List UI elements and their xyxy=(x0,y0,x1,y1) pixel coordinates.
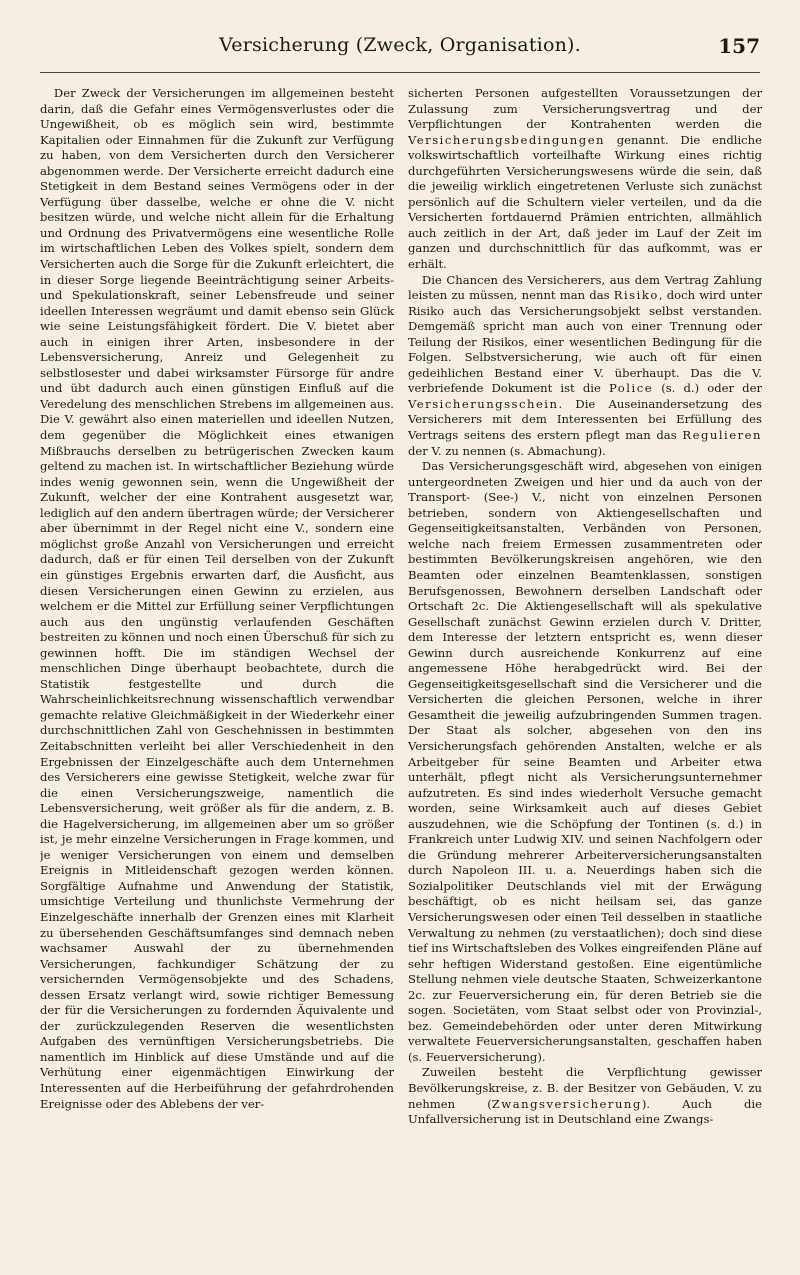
spaced-term: Police xyxy=(608,381,654,396)
paragraph: Das Versicherungsgeschäft wird, abgesehen von einigen untergeordneten Zweigen und hier und da auch von der Transport- (See-) V., nicht von einzelnen Personen betrieben, sondern von Aktiengesellschaften und Gegenseitigkeitsanstalten, Verbänden von Personen, welche nach freiem Ermessen zusammentreten oder bestimmten Bevölkerungskreisen angehören, wie den Beamten oder einzelnen Beamtenklassen, sonstigen Berufsgenossen, Bewohnern derselben Landschaft oder Ortschaft 2c. Die Aktiengesellschaft will als spekulative Gesellschaft zunächst Gewinn erzielen durch V. Dritter, dem Interesse der letztern entspricht es, wenn dieser Gewinn durch ausreichende Konkurrenz auf eine angemessene Höhe herabgedrückt wird. Bei der Gegenseitigkeitsgesellschaft sind die Versicherer und die Versicherten die gleichen Personen, welche in ihrer Gesamtheit die jeweilig aufzubringenden Summen tragen. Der Staat als solcher, abgesehen von den ins Versicherungsfach gehörenden Anstalten, welche er als Arbeitgeber für seine Beamten und Arbeiter etwa unterhält, pflegt nicht als Versicherungsunternehmer aufzutreten. Es sind indes wiederholt Versuche gemacht worden, seine Wirksamkeit auch auf dieses Gebiet auszudehnen, wie die Schöpfung der Tontinen (s. d.) in Frankreich unter Ludwig XIV. und seinen Nachfolgern oder die Gründung mehrerer Arbeiterversicherungsanstalten durch Napoleon III. u. a. Neuerdings haben sich die Sozialpolitiker Deutschlands viel mit der Erwägung beschäftigt, ob es nicht heilsam sei, das ganze Versicherungswesen oder einen Teil desselben in staatliche Verwaltung zu nehmen (zu verstaatlichen); doch sind diese tief ins Wirtschaftsleben des Volkes eingreifenden Pläne auf sehr heftigen Widerstand gestoßen. Eine eigentümliche Stellung nehmen viele deutsche Staaten, Schweizerkantone 2c. zur Feuerversicherung ein, für deren Betrieb sie die sogen. Societäten, vom Staat selbst oder von Provinzial-, bez. Gemeindebehörden oder unter deren Mitwirkung verwaltete Feuerversicherungsanstalten, geschaffen haben (s. Feuerversicherung). xyxy=(408,459,762,1064)
text-run: Zuweilen besteht die Verpflichtung gewisser Bevölkerungskreise, z. B. der Besitzer von Gebäuden, V. zu nehmen ( xyxy=(408,1065,762,1111)
right-column xyxy=(408,86,762,1261)
text-run: sicherten Personen aufgestellten Voraussetzungen der Zulassung zum Versicherungsvertrag und der Verpflichtungen der Kontrahenten werden die xyxy=(408,86,762,132)
text-run: , doch wird unter Risiko auch das Versicherungsobjekt selbst verstanden. Demgemäß spricht man auch von einer Trennung oder Teilung der Risikos, einer wesentlichen Bedingung für die Folgen. Selbstversicherung, wie auch oft für einen gedeihlichen Bestand einer V. überhaupt. Das die V. verbriefende Dokument ist die xyxy=(408,288,762,396)
spaced-term: Versicherungsschein xyxy=(408,396,559,411)
text-run: genannt. Die endliche volkswirtschaftlich vorteilhafte Wirkung eines richtig durchgeführten Versicherungswesens würde die sein, daß die jeweilig wirklich eingetretenen Verluste sich zunächst persönlich auf die Schultern vieler verteilen, und da die Versicherten fortdauernd Prämien entrichten, allmählich auch zeitlich in der Art, daß jeder im Lauf der Zeit im ganzen und durchschnittlich für das aufkommt, was er erhält. xyxy=(408,132,762,272)
text-run: . Die Auseinandersetzung des Versicherers mit dem Interessenten bei Erfüllung des Vertrags seitens des erstern pflegt man das xyxy=(408,396,762,443)
page-header xyxy=(40,34,760,64)
page-number: 157 xyxy=(718,34,760,58)
text-run: (s. d.) oder der xyxy=(653,381,762,396)
left-column xyxy=(40,86,394,1261)
paragraph xyxy=(408,273,762,460)
running-title: Versicherung (Zweck, Organisation). xyxy=(219,34,581,56)
paragraph xyxy=(408,1065,762,1127)
paragraph xyxy=(408,86,762,273)
spaced-term: Risiko xyxy=(613,288,659,303)
header-rule xyxy=(40,72,760,73)
spaced-term: Versicherungsbedingungen xyxy=(408,132,606,147)
spaced-term: Zwangsversicherung xyxy=(491,1096,642,1111)
text-run: ). Auch die Unfallversicherung ist in Deutschland eine Zwangs- xyxy=(408,1096,762,1127)
text-columns xyxy=(40,86,762,1261)
paragraph: Der Zweck der Versicherungen im allgemeinen besteht darin, daß die Gefahr eines Vermögensverlustes oder die Ungewißheit, ob es möglich sein wird, bestimmte Kapitalien oder Einnahmen für die Zukunft zur Verfügung zu haben, von dem Versicherten durch den Versicherer abgenommen werde. Der Versicherte erreicht dadurch eine Stetigkeit in dem Bestand seines Vermögens oder in der Verfügung über dasselbe, welche er ohne die V. nicht besitzen würde, und welche nicht allein für die Erhaltung und Ordnung des Privatvermögens eine wesentliche Rolle im wirtschaftlichen Leben des Volkes spielt, sondern dem Versicherten auch die Sorge für die Zukunft erleichtert, die in dieser Sorge liegende Beeinträchtigung seiner Arbeits- und Spekulationskraft, seiner Lebensfreude und seiner ideellen Interessen wegräumt und damit ebenso sein Glück wie seine Leistungsfähigkeit fördert. Die V. bietet aber auch in einigen ihrer Arten, insbesondere in der Lebensversicherung, Anreiz und Gelegenheit zu selbstlosester und dabei wirksamster Fürsorge für andre und übt dadurch auch einen günstigen Einfluß auf die Veredelung des menschlichen Strebens im allgemeinen aus. Die V. gewährt also einen materiellen und ideellen Nutzen, dem gegenüber die Möglichkeit eines etwanigen Mißbrauchs derselben zu betrügerischen Zwecken kaum geltend zu machen ist. In wirtschaftlicher Beziehung würde indes wenig gewonnen sein, wenn die Ungewißheit der Zukunft, welcher der eine Kontrahent ausgesetzt war, lediglich auf den andern übertragen würde; der Versicherer aber übernimmt in der Regel nicht eine V., sondern eine möglichst große Anzahl von Versicherungen und erreicht dadurch, daß er für einen Teil derselben von der Zukunft ein günstiges Ergebnis erwarten darf, die Ausficht, aus diesen Versicherungen einen Gewinn zu erzielen, aus welchem er die Mittel zur Erfüllung seiner Verpflichtungen auch aus den ungünstig verlaufenden Geschäften bestreiten zu können und noch einen Überschuß für sich zu gewinnen hofft. Die im ständigen Wechsel der menschlichen Dinge überhaupt beobachtete, durch die Statistik festgestellte und durch die Wahrscheinlichkeitsrechnung wissenschaftlich verwendbar gemachte relative Gleichmäßigkeit in der Wiederkehr einer durchschnittlichen Zahl von Geschehnissen in bestimmten Zeitabschnitten verleiht bei aller Verschiedenheit in den Ergebnissen der Einzelgeschäfte auch dem Unternehmen des Versicherers eine gewisse Stetigkeit, welche zwar für die einen Versicherungszweige, namentlich die Lebensversicherung, weit größer als für die andern, z. B. die Hagelversicherung, im allgemeinen aber um so größer ist, je mehr einzelne Versicherungen in Frage kommen, und je weniger Versicherungen von einem und demselben Ereignis in Mitleidenschaft gezogen werden können. Sorgfältige Aufnahme und Anwendung der Statistik, umsichtige Verteilung und thunlichste Vermehrung der Einzelgeschäfte innerhalb der Grenzen eines mit Klarheit zu übersehenden Geschäftsumfanges sind demnach neben wachsamer Auswahl der zu übernehmenden Versicherungen, fachkundiger Schätzung der zu versichernden Vermögensobjekte und des Schadens, dessen Ersatz verlangt wird, sowie richtiger Bemessung der für die Versicherungen zu fordernden Äquivalente und der zurückzulegenden Reserven die wesentlichsten Aufgaben des vernünftigen Versicherungsbetriebs. Die namentlich im Hinblick auf diese Umstände und auf die Verhütung einer eigenmächtigen Einwirkung der Interessenten auf die Herbeiführung der gefahrdrohenden Ereignisse oder des Ablebens der ver- xyxy=(40,86,394,1111)
text-run: der V. zu nennen (s. Abmachung). xyxy=(408,443,606,458)
text-run: Die Chancen des Versicherers, aus dem Vertrag Zahlung leisten zu müssen, nennt man das xyxy=(408,272,762,303)
spaced-term: Regulieren xyxy=(682,428,762,443)
